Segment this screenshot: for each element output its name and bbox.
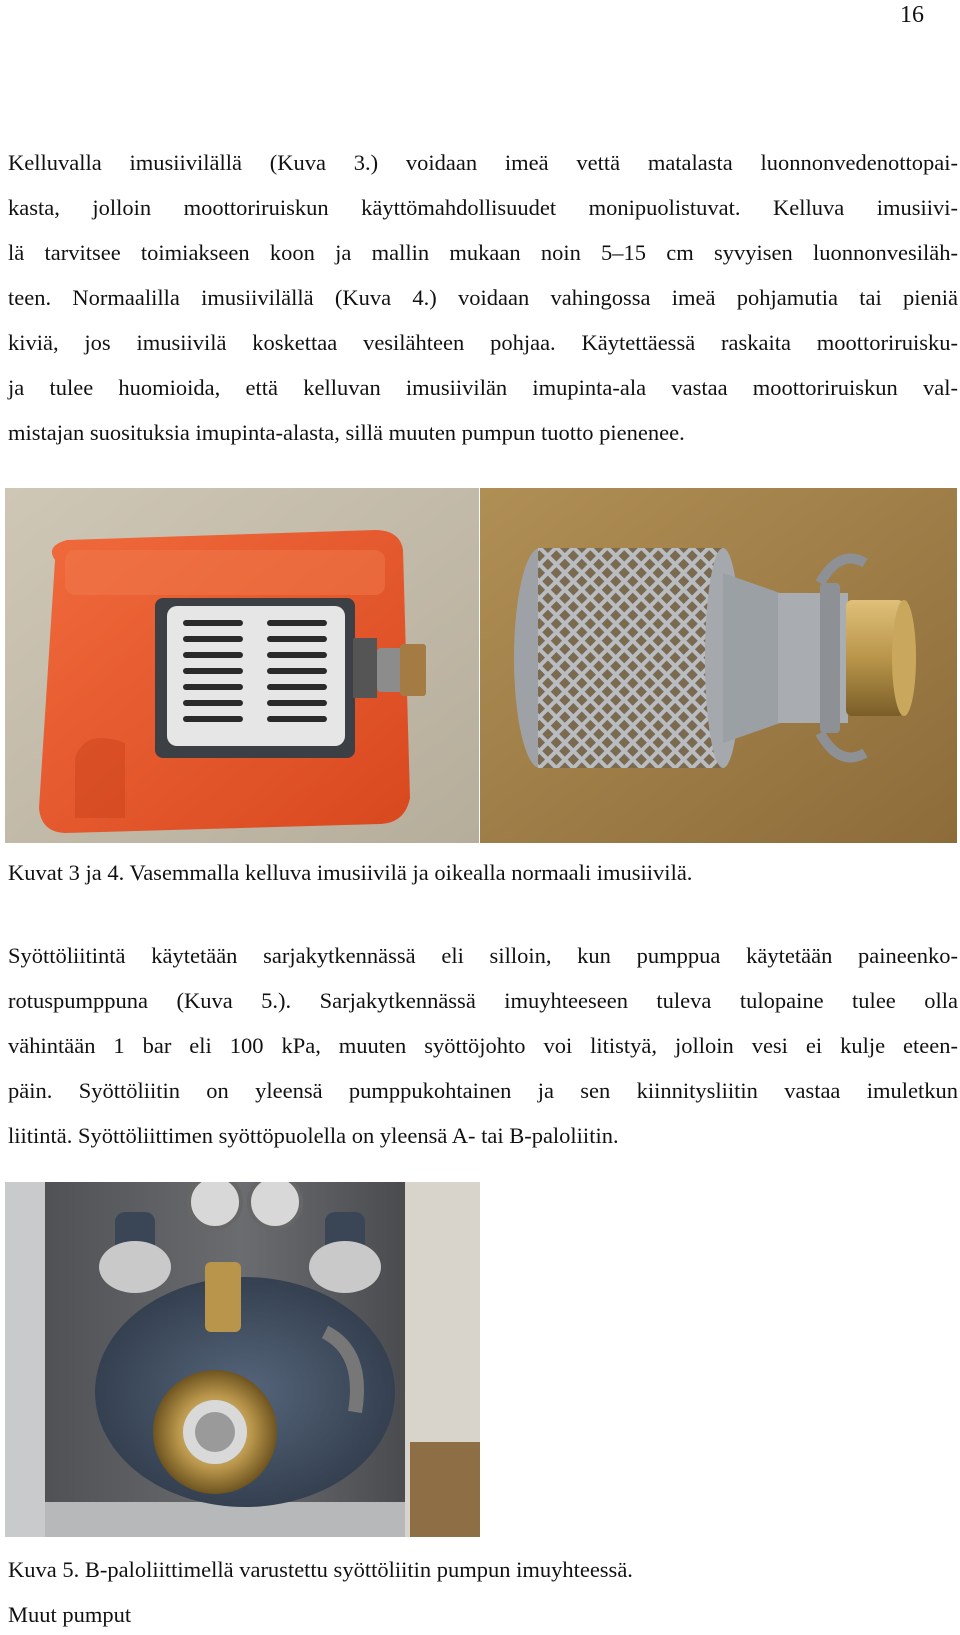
photo-normal-strainer <box>480 488 957 843</box>
text-line: päin. Syöttöliitin on yleensä pumppukohtainen ja sen kiinnitysliitin vastaa imuletkun <box>8 1078 958 1103</box>
text-line: kasta, jolloin moottoriruiskun käyttömahdollisuudet monipuolistuvat. Kelluva imusiivi- <box>8 195 958 220</box>
paragraph-floating-strainer <box>8 140 958 455</box>
figure-caption: Kuvat 3 ja 4. Vasemmalla kelluva imusiivilä ja oikealla normaali imusiivilä. <box>8 860 693 885</box>
text-line: vähintään 1 bar eli 100 kPa, muuten syöttöjohto voi litistyä, jolloin vesi ei kulje eteen- <box>8 1033 958 1058</box>
text-line: Syöttöliitintä käytetään sarjakytkennässä eli silloin, kun pumppua käytetään paineenko- <box>8 943 958 968</box>
text-line: mistajan suosituksia imupinta-alasta, sillä muuten pumpun tuotto pienenee. <box>8 420 685 445</box>
photo-pump-feed-connector <box>5 1182 480 1537</box>
text-line: liitintä. Syöttöliittimen syöttöpuolella on yleensä A- tai B-paloliitin. <box>8 1123 619 1148</box>
figure-caption: Kuva 5. B-paloliittimellä varustettu syöttöliitin pumpun imuyhteessä. <box>8 1557 633 1582</box>
text-line: ja tulee huomioida, että kelluvan imusiivilän imupinta-ala vastaa moottoriruiskun val- <box>8 375 958 400</box>
text-line: kiviä, jos imusiivilä koskettaa vesilähteen pohjaa. Käytettäessä raskaita moottoriruisku- <box>8 330 958 355</box>
text-line: lä tarvitsee toimiakseen koon ja mallin mukaan noin 5–15 cm syvyisen luonnonvesiläh- <box>8 240 958 265</box>
text-line: rotuspumppuna (Kuva 5.). Sarjakytkennässä imuyhteeseen tuleva tulopaine tulee olla <box>8 988 958 1013</box>
text-line: teen. Normaalilla imusiivilällä (Kuva 4.) voidaan vahingossa imeä pohjamutia tai pieniä <box>8 285 958 310</box>
page-number: 16 <box>900 2 924 28</box>
section-heading: Muut pumput <box>8 1602 132 1627</box>
photo-floating-strainer <box>5 488 479 843</box>
paragraph-feed-connector <box>8 933 958 1158</box>
text-line: Kelluvalla imusiivilällä (Kuva 3.) voidaan imeä vettä matalasta luonnonvedenottopai- <box>8 150 958 175</box>
